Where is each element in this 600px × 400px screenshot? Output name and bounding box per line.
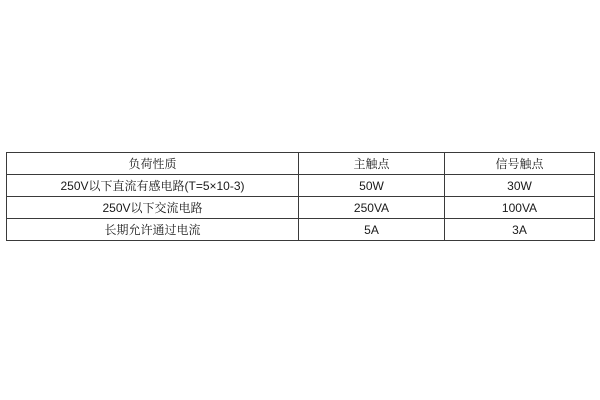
cell-signal-contact-value: 3A (445, 219, 595, 241)
table-header-row (7, 153, 595, 175)
header-main-contact: 主触点 (299, 153, 445, 175)
table-row (7, 219, 595, 241)
cell-main-contact-value: 250VA (299, 197, 445, 219)
cell-main-contact-value: 5A (299, 219, 445, 241)
table-row (7, 175, 595, 197)
cell-load-nature: 250V以下交流电路 (7, 197, 299, 219)
cell-load-nature: 长期允许通过电流 (7, 219, 299, 241)
table-row (7, 197, 595, 219)
cell-signal-contact-value: 100VA (445, 197, 595, 219)
cell-main-contact-value: 50W (299, 175, 445, 197)
contact-load-spec-table (6, 152, 595, 241)
cell-signal-contact-value: 30W (445, 175, 595, 197)
cell-load-nature: 250V以下直流有感电路(T=5×10-3) (7, 175, 299, 197)
header-signal-contact: 信号触点 (445, 153, 595, 175)
header-load-nature: 负荷性质 (7, 153, 299, 175)
